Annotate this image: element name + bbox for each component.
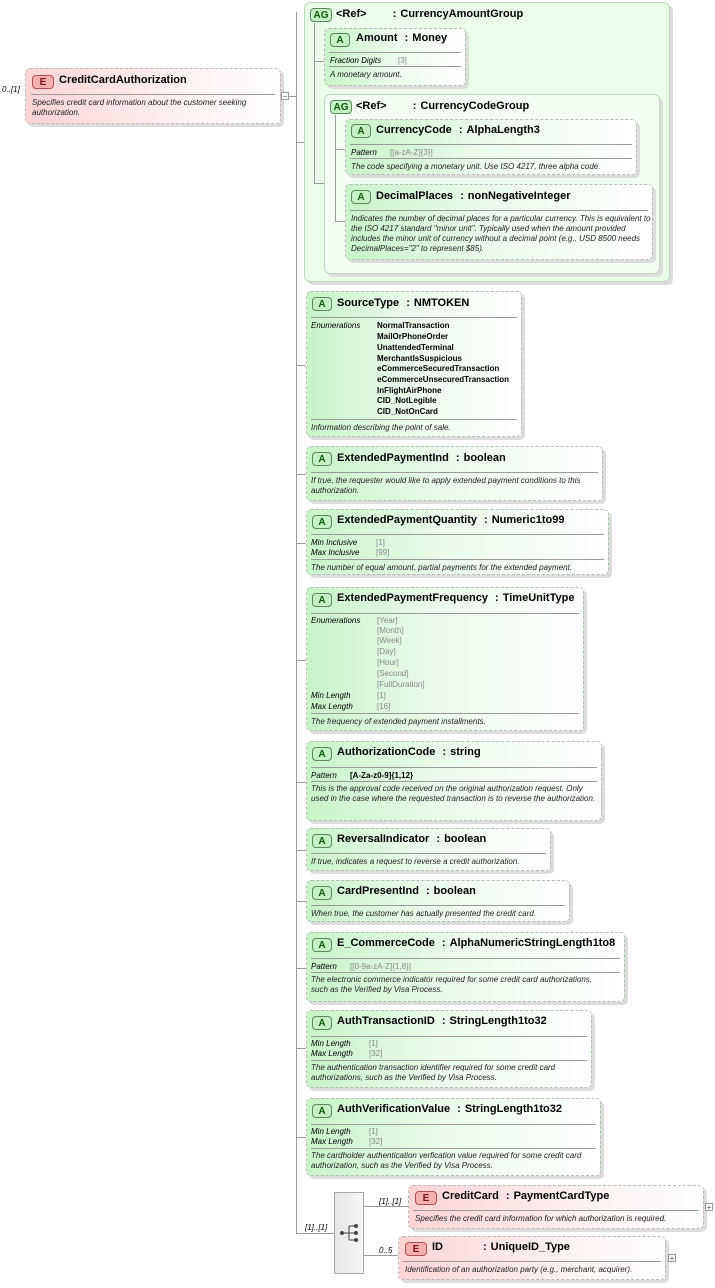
attribute-type: StringLength1to32: [464, 1103, 562, 1115]
branch-authcode: [296, 782, 306, 783]
attribute-currencycode[interactable]: A CurrencyCode : AlphaLength3 Pattern [[a-zA-Z]{3}] The code specifying a monetary unit. Use ISO 4217, three alpha code.: [345, 119, 637, 175]
element-description: Identification of an authorization party (e.g., merchant, acquirer).: [405, 1265, 633, 1274]
element-type: PaymentCardType: [513, 1190, 610, 1202]
attribute-group-badge: AG: [330, 100, 352, 114]
element-cardinality: [1]..[1]: [379, 1197, 402, 1206]
attribute-ecommercecode[interactable]: A E_CommerceCode : AlphaNumericStringLength1to8 Pattern [[0-9a-zA-Z]{1,8}] The electronic commerce indicator required for some credit card authorizations, such as the Verified by Visa Process.: [306, 932, 625, 1002]
attribute-badge: A: [351, 190, 371, 204]
attribute-badge: A: [312, 1016, 332, 1030]
attribute-name: SourceType: [337, 297, 400, 309]
attribute-type: nonNegativeInteger: [467, 190, 571, 202]
attribute-extendedpaymentquantity[interactable]: A ExtendedPaymentQuantity : Numeric1to99 Min Inclusive [1] Max Inclusive [99] The number of equal amount, partial payments for the extended payment.: [306, 509, 609, 575]
attribute-description: The electronic commerce indicator required for some credit card authorizations, such as the Verified by Visa Process.: [311, 975, 593, 994]
branch-reversal: [296, 850, 306, 851]
prop-label: Pattern: [351, 148, 377, 157]
attribute-description: The cardholder authentication verfication value required for some credit card authorization, such as the Verified by Visa Process.: [311, 1151, 582, 1170]
attribute-badge: A: [330, 33, 350, 47]
element-id[interactable]: E ID : UniqueID_Type Identification of an authorization party (e.g., merchant, acquirer).: [398, 1236, 666, 1280]
prop-label: Enumerations: [311, 616, 361, 625]
group-ref-label: <Ref>: [356, 100, 387, 112]
enum-value: eCommerceSecuredTransaction: [377, 364, 500, 373]
prop-value: [A-Za-z0-9]{1,12}: [350, 771, 414, 780]
enum-value: CID_NotLegible: [377, 396, 437, 405]
prop-value: [1]: [377, 691, 386, 700]
prop-label: Pattern: [311, 962, 337, 971]
attribute-name: CurrencyCode: [376, 124, 452, 136]
element-badge: E: [415, 1191, 437, 1205]
branch-cardpresent: [296, 901, 306, 902]
prop-label: Min Inclusive: [311, 538, 358, 547]
expand-toggle[interactable]: +: [669, 1254, 675, 1263]
attribute-type: AlphaLength3: [466, 124, 540, 136]
enum-value: CID_NotOnCard: [377, 407, 438, 416]
attribute-name: ExtendedPaymentFrequency: [337, 592, 488, 604]
attribute-cardpresentind[interactable]: A CardPresentInd : boolean When true, the customer has actually presented the credit card.: [306, 880, 570, 922]
enum-value: UnattendedTerminal: [377, 343, 454, 352]
attribute-name: CardPresentInd: [337, 885, 419, 897]
attribute-description: If true, the requester would like to apply extended payment conditions to this authorization.: [311, 476, 581, 495]
element-badge: E: [32, 75, 54, 89]
branch-extpaymentqty: [296, 543, 306, 544]
branch-sequence: [296, 1233, 334, 1234]
prop-value: [32]: [369, 1049, 383, 1058]
branch-extpaymentfreq: [296, 660, 306, 661]
attribute-badge: A: [312, 593, 332, 607]
element-cardinality: 0..5: [379, 1246, 393, 1255]
prop-value: [1]: [369, 1039, 378, 1048]
branch-ecommerce: [296, 968, 306, 969]
attribute-description: When true, the customer has actually presented the credit card.: [311, 909, 537, 918]
branch-authtxid: [296, 1048, 306, 1049]
attribute-name: DecimalPlaces: [376, 190, 454, 202]
attribute-description: The number of equal amount, partial payments for the extended payment.: [311, 563, 573, 572]
attribute-authorizationcode[interactable]: A AuthorizationCode : string Pattern [A-Za-z0-9]{1,12} This is the approval code received on the original authorization request. Only used in the case where the requested transaction is to reverse the authorization.: [306, 741, 602, 821]
prop-label: Pattern: [311, 771, 337, 780]
attribute-name: ExtendedPaymentInd: [337, 452, 449, 464]
branch-extpaymentind: [296, 474, 306, 475]
attribute-type: StringLength1to32: [449, 1015, 547, 1027]
element-description: Specifies the credit card information for which authorization is required.: [415, 1214, 667, 1223]
element-name: CreditCard: [442, 1190, 499, 1202]
attribute-name: ExtendedPaymentQuantity: [337, 514, 477, 526]
attribute-name: E_CommerceCode: [337, 937, 435, 949]
prop-label: Fraction Digits: [330, 56, 382, 65]
attribute-extendedpaymentfrequency[interactable]: A ExtendedPaymentFrequency : TimeUnitType Enumerations [Year] [Month] [Week] [Day] [Hour] [Second] [FullDuration] Min Length [1] Max Length [16] The frequency of extended payment installments.: [306, 587, 584, 731]
branch-authverif: [296, 1137, 306, 1138]
enum-value: InFlightAirPhone: [377, 386, 442, 395]
attribute-description: A monetary amount.: [330, 70, 402, 79]
attribute-type: boolean: [463, 452, 506, 464]
enum-value: [Month]: [377, 626, 404, 635]
prop-value: [[0-9a-zA-Z]{1,8}]: [350, 962, 411, 971]
enum-value: NormalTransaction: [377, 321, 450, 330]
attribute-amount[interactable]: A Amount : Money Fraction Digits [3] A monetary amount.: [324, 28, 466, 86]
branch-sourcetype: [296, 365, 306, 366]
attribute-decimalplaces[interactable]: A DecimalPlaces : nonNegativeInteger Indicates the number of decimal places for a particular currency. This is equivalent to the ISO 4217 standard "minor unit". Typically used when the amount provided includes the minor unit of currency without a decimal point (e.g., USD 8500 needs DecimalPlaces="2" to represent $85).: [345, 184, 653, 260]
prop-label: Min Length: [311, 691, 351, 700]
group-ref-label: <Ref>: [336, 8, 367, 20]
sequence-connector-top: [364, 1206, 408, 1207]
prop-label: Min Length: [311, 1039, 351, 1048]
attribute-extendedpaymentind[interactable]: A ExtendedPaymentInd : boolean If true, the requester would like to apply extended payment conditions to this authorization.: [306, 446, 603, 501]
root-element-description: Specifies credit card information about the customer seeking authorization.: [32, 98, 247, 117]
sequence-cardinality: [1]..[1]: [305, 1223, 328, 1232]
element-name: ID: [432, 1241, 443, 1253]
root-element-name: CreditCardAuthorization: [59, 74, 187, 86]
attribute-sourcetype[interactable]: A SourceType : NMTOKEN Enumerations NormalTransaction MailOrPhoneOrder UnattendedTerminal MerchantIsSuspicious eCommerceSecuredTransaction eCommerceUnsecuredTransaction InFlightAirPhone CID_NotLegible CID_NotOnCard Information describing the point of sale.: [306, 291, 522, 437]
prop-value: [1]: [376, 538, 385, 547]
element-type: UniqueID_Type: [490, 1241, 570, 1253]
attribute-badge: A: [312, 515, 332, 529]
enum-value: [Second]: [377, 669, 409, 678]
attribute-type: Numeric1to99: [491, 514, 565, 526]
root-element-box[interactable]: [25, 68, 281, 124]
enum-value: [Year]: [377, 616, 398, 625]
attribute-name: AuthVerificationValue: [337, 1103, 451, 1115]
attribute-description: The code specifying a monetary unit. Use ISO 4217, three alpha code.: [351, 162, 601, 171]
attribute-badge: A: [312, 1104, 332, 1118]
group-name: CurrencyAmountGroup: [400, 8, 524, 20]
attribute-description: Indicates the number of decimal places for a particular currency. This is equivalent to the ISO 4217 standard "minor unit". Typically used when the amount provided includes the minor unit of currency without a decimal point (e.g., USD 8500 needs DecimalPlaces="2" to represent $85).: [351, 214, 651, 253]
attribute-name: AuthorizationCode: [337, 746, 436, 758]
prop-value: [16]: [377, 702, 391, 711]
attribute-description: The authentication transaction identifier required for some credit card authorizations, such as the Verified by Visa Process.: [311, 1063, 556, 1082]
enum-value: eCommerceUnsecuredTransaction: [377, 375, 510, 384]
attribute-badge: A: [312, 452, 332, 466]
group-name: CurrencyCodeGroup: [420, 100, 530, 112]
expand-toggle[interactable]: +: [706, 1203, 712, 1212]
enum-value: [Hour]: [377, 658, 399, 667]
root-cardinality: 0..[1]: [2, 85, 20, 94]
enum-value: [Week]: [377, 636, 402, 645]
main-trunk: [296, 12, 297, 1234]
root-connector: [288, 96, 296, 97]
attribute-badge: A: [312, 834, 332, 848]
prop-label: Max Length: [311, 1137, 353, 1146]
enum-value: MerchantIsSuspicious: [377, 354, 462, 363]
attribute-badge: A: [312, 886, 332, 900]
element-badge: E: [405, 1242, 427, 1256]
prop-value: [3]: [398, 56, 407, 65]
attribute-description: This is the approval code received on the original authorization request. Only used in the case where the requested transaction is to reverse the authorization.: [311, 784, 596, 803]
prop-value: [32]: [369, 1137, 383, 1146]
attribute-type: boolean: [444, 833, 487, 845]
attribute-group-badge: AG: [310, 8, 332, 22]
attribute-type: boolean: [433, 885, 476, 897]
attribute-type: Money: [412, 32, 448, 44]
attribute-description: Information describing the point of sale.: [311, 423, 451, 432]
prop-label: Max Length: [311, 1049, 353, 1058]
prop-value: [1]: [369, 1127, 378, 1136]
attribute-type: TimeUnitType: [502, 592, 575, 604]
attribute-group-currencycode[interactable]: AG <Ref> : CurrencyCodeGroup: [324, 94, 660, 274]
attribute-name: Amount: [356, 32, 398, 44]
element-creditcard[interactable]: E CreditCard : PaymentCardType Specifies the credit card information for which authorization is required.: [408, 1185, 704, 1229]
attribute-description: The frequency of extended payment installments.: [311, 717, 486, 726]
prop-label: Enumerations: [311, 321, 361, 330]
sequence-icon: [335, 1193, 363, 1273]
attribute-description: If true, indicates a request to reverse a credit authorization.: [311, 857, 520, 866]
enum-value: [Day]: [377, 647, 396, 656]
attribute-reversalindicator[interactable]: A ReversalIndicator : boolean If true, indicates a request to reverse a credit authorization.: [306, 828, 551, 871]
prop-label: Max Inclusive: [311, 548, 360, 557]
prop-value: [99]: [376, 548, 390, 557]
attribute-type: AlphaNumericStringLength1to8: [449, 937, 616, 949]
attribute-type: string: [450, 746, 481, 758]
attribute-authtransactionid[interactable]: A AuthTransactionID : StringLength1to32 Min Length [1] Max Length [32] The authentication transaction identifier required for some credit card authorizations, such as the Verified by Visa Process.: [306, 1010, 592, 1088]
attribute-group-currencyamount[interactable]: AG <Ref> : CurrencyAmountGroup: [304, 2, 670, 282]
attribute-name: AuthTransactionID: [337, 1015, 435, 1027]
sequence-compositor[interactable]: [334, 1192, 364, 1274]
sequence-connector-bottom: [364, 1255, 398, 1256]
prop-label: Min Length: [311, 1127, 351, 1136]
collapse-toggle[interactable]: −: [282, 92, 288, 101]
attribute-type: NMTOKEN: [413, 297, 470, 309]
attribute-badge: A: [312, 938, 332, 952]
attribute-authverificationvalue[interactable]: A AuthVerificationValue : StringLength1to32 Min Length [1] Max Length [32] The cardholder authentication verfication value required for some credit card authorization, such as the Verified by Visa Process.: [306, 1098, 601, 1176]
attribute-badge: A: [312, 747, 332, 761]
enum-value: [FullDuration]: [377, 680, 425, 689]
attribute-badge: A: [312, 297, 332, 311]
enum-value: MailOrPhoneOrder: [377, 332, 449, 341]
attribute-badge: A: [351, 124, 371, 138]
prop-value: [[a-zA-Z]{3}]: [390, 148, 433, 157]
attribute-name: ReversalIndicator: [337, 833, 430, 845]
prop-label: Max Length: [311, 702, 353, 711]
